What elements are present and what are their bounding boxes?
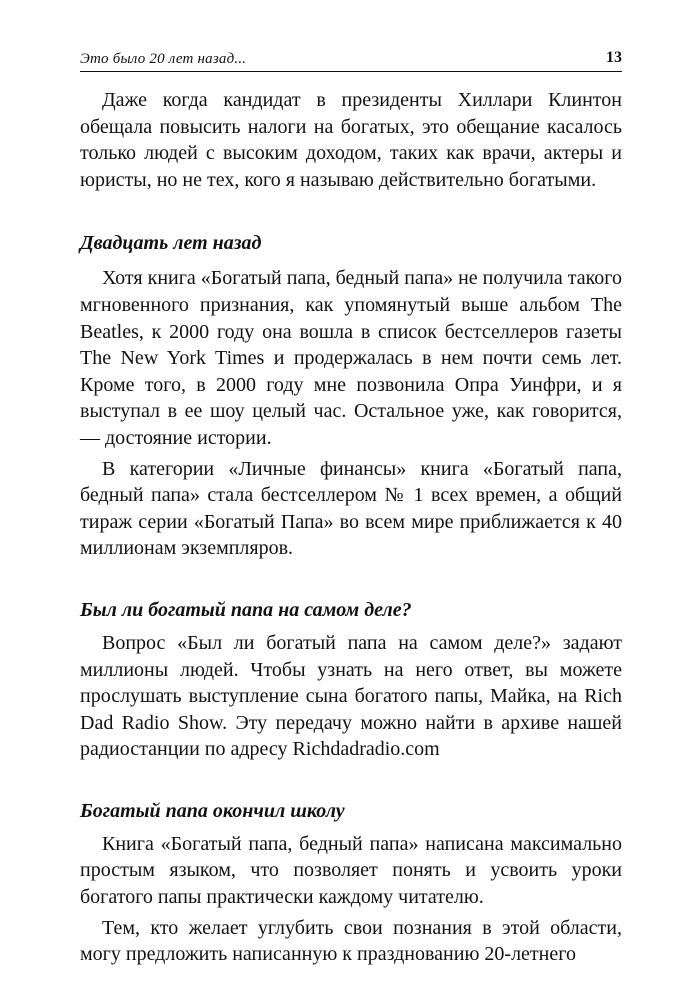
- running-title: Это было 20 лет назад...: [80, 51, 247, 67]
- section1-paragraph-1: Хотя книга «Богатый папа, бедный папа» не получила такого мгновенного признания, как упомянутый выше альбом The Beatles, к 2000 году она вошла в список бестселлеров газеты The New York Times и продержалась в нем почти семь лет. Кроме того, в 2000 году мне позвонила Опра Уинфри, и я выступал в ее шоу целый час. Остальное уже, как говорится, — достояние истории.: [80, 267, 622, 449]
- section2-paragraph-1: Вопрос «Был ли богатый папа на самом деле?» задают миллионы людей. Чтобы узнать на него ответ, вы можете прослушать выступление сына богатого папы, Майка, на Rich Dad Radio Show. Эту передачу можно найти в архиве нашей радиостанции по адресу Richdadradio.com: [80, 631, 622, 761]
- page-number: 13: [606, 49, 622, 66]
- intro-paragraph: Даже когда кандидат в президенты Хиллари Клинтон обещала повысить налоги на богатых, это обещание касалось только людей с высоким доходом, таких как врачи, актеры и юристы, но не тех, кого я называю действительно богатыми.: [80, 89, 622, 191]
- section-heading-was-rich-dad-real: Был ли богатый папа на самом деле?: [80, 598, 412, 621]
- section-heading-twenty-years-ago: Двадцать лет назад: [80, 232, 262, 255]
- page-header: [80, 0, 622, 72]
- section1-paragraph-2: В категории «Личные финансы» книга «Богатый папа, бедный папа» стала бестселлером № 1 всех времен, а общий тираж серии «Богатый Папа» во всем мире приближается к 40 миллионам экземпляров.: [80, 457, 622, 560]
- book-page: [80, 0, 622, 968]
- section3-paragraph-2: Тем, кто желает углубить свои познания в этой области, могу предложить написанную к празднованию 20-летнего: [80, 916, 622, 966]
- section-heading-rich-dad-graduated: Богатый папа окончил школу: [80, 799, 345, 822]
- section3-paragraph-1: Книга «Богатый папа, бедный папа» написана максимально простым языком, что позволяет понять и усвоить уроки богатого папы практически каждому читателю.: [80, 832, 622, 909]
